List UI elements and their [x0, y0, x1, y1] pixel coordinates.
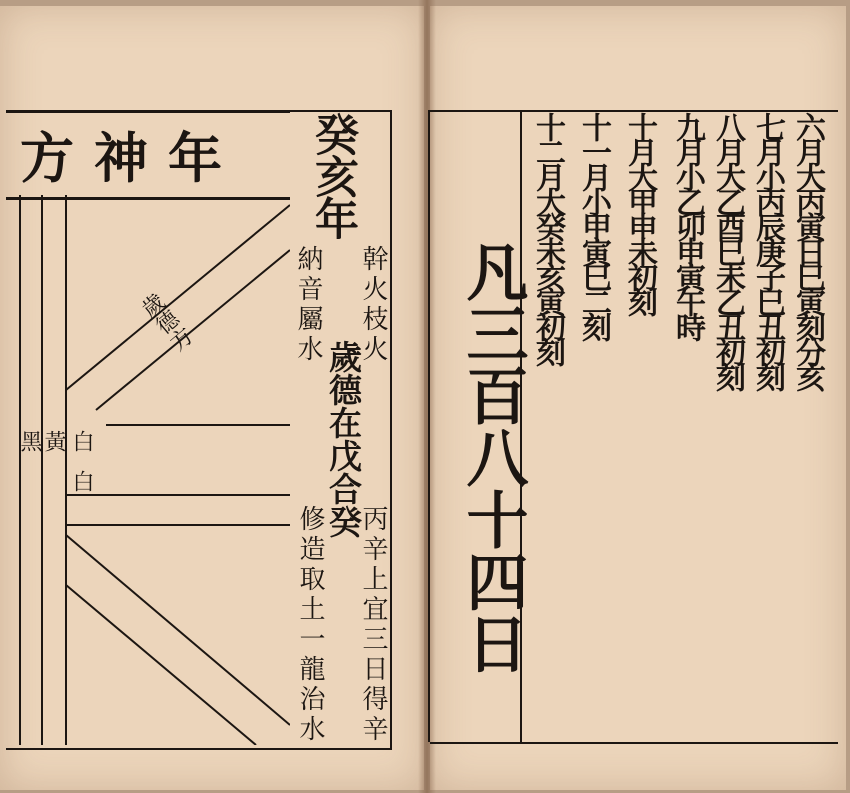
- month-column-10: 十月大甲申未初刻: [622, 112, 657, 312]
- text-column-6: 修造取土一龍治水: [295, 505, 325, 745]
- page-title: 年神方: [20, 126, 242, 190]
- direction-diagram: [6, 195, 290, 745]
- diagram-label-5: 黑: [17, 430, 42, 452]
- text-column-4: 歲德在戊合癸: [324, 340, 363, 538]
- right-frame-left-rule: [428, 110, 430, 742]
- diagram-label-4: 白: [69, 470, 94, 492]
- diagram-label-3: 黃: [41, 430, 66, 452]
- year-column: 癸亥年: [307, 112, 358, 238]
- month-column-7: 七月小丙辰庚子巳丑初刻: [750, 112, 785, 387]
- text-column-3: 納音屬水: [293, 245, 323, 365]
- diagram-label-2: 白: [69, 430, 94, 452]
- diagram-label-1: 歲德方: [134, 289, 197, 357]
- text-column-5: 丙辛上宜三日得辛: [358, 505, 388, 745]
- text-column-2: 幹火枝火: [358, 245, 388, 365]
- month-column-9: 九月小乙卯申寅午時: [670, 112, 705, 337]
- month-column-6: 六月大丙寅日巳寅刻分亥: [790, 112, 825, 387]
- month-column-12: 十二月大癸未亥寅初刻: [530, 112, 565, 362]
- month-column-11: 十一月小甲寅巳二刻: [576, 112, 611, 337]
- month-column-8: 八月大乙酉巳未乙丑初刻: [710, 112, 745, 387]
- day-count-heading: 凡三百八十四日: [456, 240, 529, 674]
